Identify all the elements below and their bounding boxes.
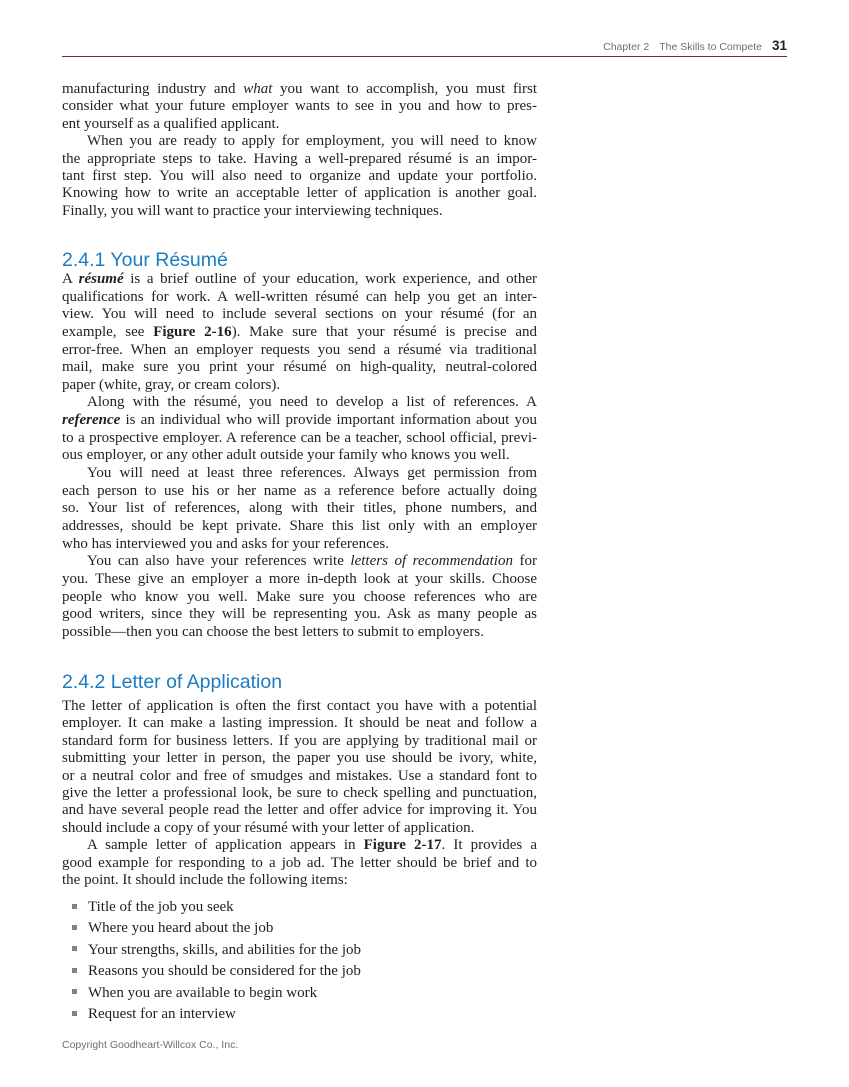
text-line xyxy=(62,589,537,607)
text-run: is an individual who will provide important information about you xyxy=(120,412,537,429)
text-line xyxy=(62,837,537,854)
text-line xyxy=(62,430,537,448)
bold-term: Figure 2-16 xyxy=(153,323,232,340)
text-line xyxy=(62,500,537,518)
text-line xyxy=(62,750,537,767)
list-item-text: Reasons you should be considered for the job xyxy=(88,963,361,980)
text-run: you want to accomplish, you must first xyxy=(272,81,537,97)
bullet-list xyxy=(62,897,361,1025)
text-line xyxy=(62,168,537,185)
text-line xyxy=(62,447,537,465)
text-line xyxy=(62,855,537,872)
text-run: submitting your letter in person, the paper you use should be ivory, white, xyxy=(62,750,537,767)
text-run: paper (white, gray, or cream colors). xyxy=(62,376,281,393)
text-line xyxy=(62,412,537,430)
text-run: A xyxy=(62,271,79,287)
text-line xyxy=(62,306,537,324)
text-run: mail, make sure you print your résumé on high-quality, neutral-colored xyxy=(62,359,537,376)
text-run: good example for responding to a job ad. The letter should be brief and to xyxy=(62,854,537,871)
text-line xyxy=(62,185,537,202)
text-run: employer. It can make a lasting impression. It should be neat and follow a xyxy=(62,715,537,732)
text-run: standard form for business letters. If you are applying by traditional mail or xyxy=(62,732,537,749)
resume-section-text xyxy=(62,271,537,641)
text-line xyxy=(62,536,537,554)
chapter-title: The Skills to Compete xyxy=(659,41,762,53)
italic-term: what xyxy=(243,81,273,97)
text-line xyxy=(62,768,537,785)
text-line xyxy=(62,785,537,802)
page-number: 31 xyxy=(771,38,787,53)
list-item xyxy=(62,961,361,982)
text-line xyxy=(62,606,537,624)
letter-section-text xyxy=(62,698,537,889)
list-item-text: Title of the job you seek xyxy=(88,899,234,915)
text-run: to a prospective employer. A reference can be a teacher, school official, previ- xyxy=(62,429,537,446)
text-run: You will need at least three references. Always get permission from xyxy=(87,465,537,482)
list-item xyxy=(62,1004,361,1025)
text-line xyxy=(62,151,537,168)
text-run: Knowing how to write an acceptable letter of application is another goal. xyxy=(62,185,537,202)
text-line xyxy=(62,465,537,483)
list-item-text: When you are available to begin work xyxy=(88,984,318,1001)
text-run: ). Make sure that your résumé is precise and xyxy=(231,323,538,340)
text-line xyxy=(62,271,537,289)
text-line xyxy=(62,733,537,750)
text-line xyxy=(62,289,537,307)
text-run: the appropriate steps to take. Having a well-prepared résumé is an impor- xyxy=(62,150,537,167)
text-run: is a brief outline of your education, work experience, and other xyxy=(123,271,537,287)
list-item xyxy=(62,940,361,961)
text-line xyxy=(62,394,537,412)
list-item xyxy=(62,983,361,1004)
text-line xyxy=(62,802,537,819)
header-rule xyxy=(62,56,787,57)
section-heading-resume: 2.4.1 Your Résumé xyxy=(62,249,228,271)
text-run: Finally, you will want to practice your interviewing techniques. xyxy=(62,202,443,219)
text-run: or a neutral color and free of smudges and mistakes. Use a standard font to xyxy=(62,767,537,784)
text-run: You can also have your references write xyxy=(87,553,351,570)
text-run: and have several people read the letter and offer advice for improving it. You xyxy=(62,802,537,819)
text-run: A sample letter of application appears in xyxy=(87,837,364,854)
square-bullet-icon xyxy=(72,904,77,909)
text-line xyxy=(62,571,537,589)
square-bullet-icon xyxy=(72,1011,77,1016)
text-line xyxy=(62,203,537,220)
text-run: for xyxy=(512,553,537,570)
text-run: who has interviewed you and asks for your references. xyxy=(62,535,389,552)
text-run: the point. It should include the following items: xyxy=(62,871,348,888)
text-run: . It provides a xyxy=(441,837,538,854)
text-run: error-free. When an employer requests you send a résumé via traditional xyxy=(62,341,537,358)
text-run: The letter of application is often the first contact you have with a potential xyxy=(62,698,537,714)
text-run: example, see xyxy=(62,323,154,340)
list-item xyxy=(62,897,361,918)
text-run: consider what your future employer wants to see in you and how to pres- xyxy=(62,98,537,115)
text-line xyxy=(62,342,537,360)
text-run: When you are ready to apply for employment, you will need to know xyxy=(87,133,537,150)
text-line xyxy=(62,715,537,732)
list-item xyxy=(62,918,361,939)
text-run: should include a copy of your résumé with your letter of application. xyxy=(62,819,475,836)
text-run: give the letter a professional look, be sure to check spelling and punctuation, xyxy=(62,784,537,801)
copyright: Copyright Goodheart-Willcox Co., Inc. xyxy=(62,1039,239,1051)
bold-term: reference xyxy=(62,412,121,429)
text-run: people who know you well. Make sure you choose references who are xyxy=(62,588,537,605)
square-bullet-icon xyxy=(72,925,77,930)
intro-text xyxy=(62,81,537,220)
text-run: so. Your list of references, along with their titles, phone numbers, and xyxy=(62,500,537,517)
running-header xyxy=(603,38,787,53)
text-line xyxy=(62,324,537,342)
text-run: ent yourself as a qualified applicant. xyxy=(62,115,280,132)
text-run: Along with the résumé, you need to develop a list of references. A xyxy=(87,394,537,411)
list-item-text: Where you heard about the job xyxy=(88,920,274,937)
text-run: each person to use his or her name as a reference before actually doing xyxy=(62,482,537,499)
list-item-text: Your strengths, skills, and abilities for the job xyxy=(88,941,362,958)
text-run: possible—then you can choose the best letters to submit to employers. xyxy=(62,623,485,640)
text-run: good writers, since they will be representing you. Ask as many people as xyxy=(62,606,537,623)
square-bullet-icon xyxy=(72,968,77,973)
text-line xyxy=(62,98,537,115)
text-run: manufacturing industry and xyxy=(62,81,244,97)
text-line xyxy=(62,820,537,837)
text-line xyxy=(62,872,537,889)
italic-term: letters of recommendation xyxy=(350,553,513,570)
text-line xyxy=(62,81,537,98)
chapter-number: Chapter 2 xyxy=(603,41,650,53)
section-heading-letter: 2.4.2 Letter of Application xyxy=(62,671,283,693)
text-line xyxy=(62,624,537,642)
text-line xyxy=(62,359,537,377)
bold-term: Figure 2-17 xyxy=(363,837,442,854)
text-line xyxy=(62,133,537,150)
text-line xyxy=(62,518,537,536)
list-item-text: Request for an interview xyxy=(88,1005,236,1022)
text-run: qualifications for work. A well-written résumé can help you get an inter- xyxy=(62,288,537,305)
text-run: tant first step. You will also need to organize and update your portfolio. xyxy=(62,167,537,184)
square-bullet-icon xyxy=(72,946,77,951)
text-line xyxy=(62,698,537,715)
text-line xyxy=(62,377,537,395)
text-run: view. You will need to include several sections on your résumé (for an xyxy=(62,306,537,323)
text-line xyxy=(62,483,537,501)
text-line xyxy=(62,553,537,571)
bold-term: résumé xyxy=(78,271,124,287)
text-run: addresses, should be kept private. Share this list only with an employer xyxy=(62,517,537,534)
text-run: you. These give an employer a more in-depth look at your skills. Choose xyxy=(62,570,537,587)
square-bullet-icon xyxy=(72,989,77,994)
text-run: ous employer, or any other adult outside your family who knows you well. xyxy=(62,447,510,464)
text-line xyxy=(62,116,537,133)
